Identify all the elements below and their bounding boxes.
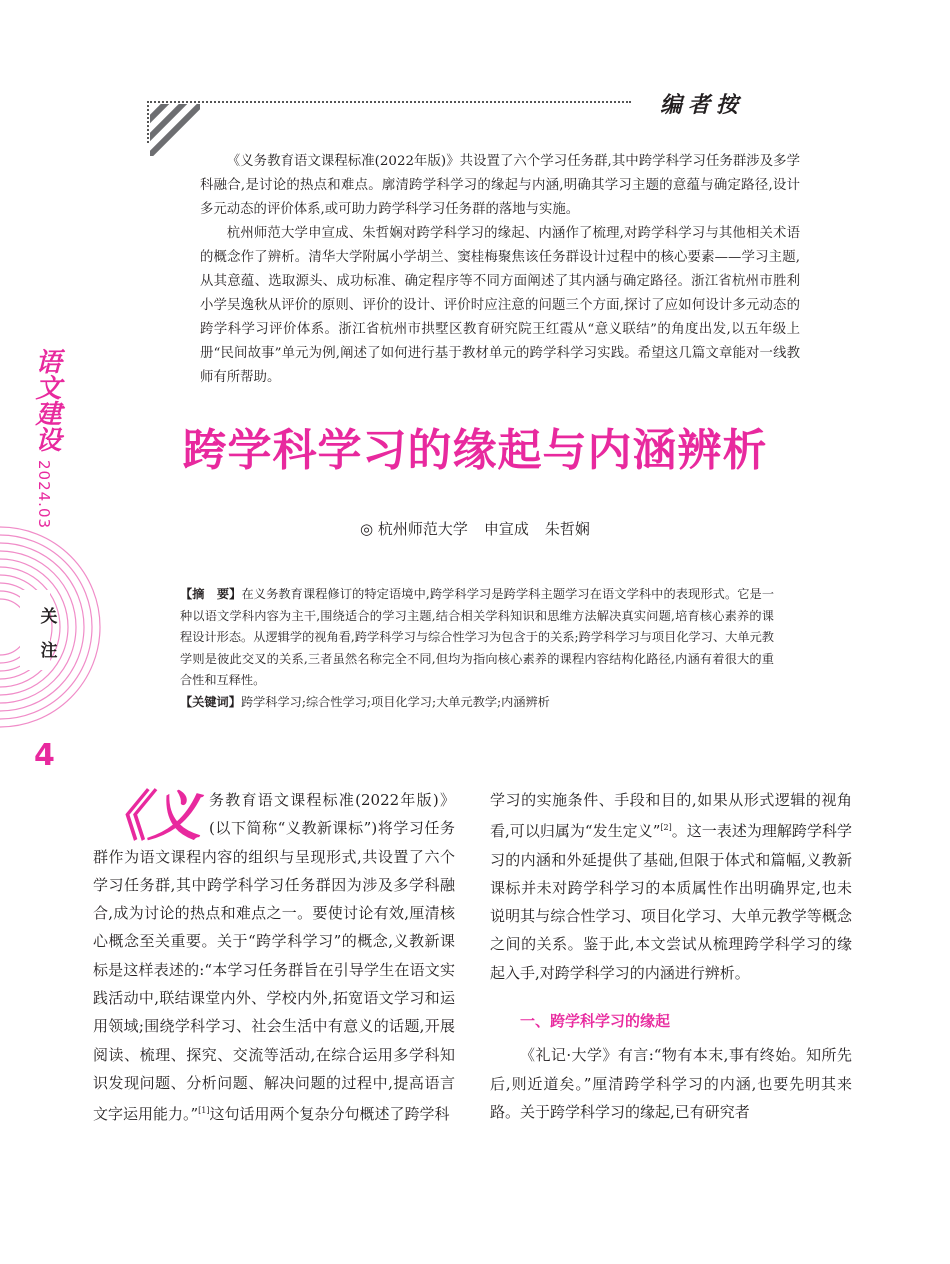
body-column-right <box>490 786 852 1126</box>
editor-note-title: 编者按 <box>660 92 745 118</box>
body-text-cont: 这句话用两个复杂分句概述了跨学科 <box>209 1105 450 1124</box>
journal-name: 语文建设 <box>31 348 61 452</box>
affiliation: ◎ 杭州师范大学 <box>360 520 468 538</box>
keywords-text: 跨学科学习;综合性学习;项目化学习;大单元教学;内涵辨析 <box>240 694 550 709</box>
dropcap: 《义 <box>93 784 201 848</box>
page-number: 4 <box>34 738 55 773</box>
keywords-label: 【关键词】 <box>180 694 241 709</box>
author-2: 朱哲娴 <box>544 520 590 538</box>
abstract-text: 在义务教育课程修订的特定语境中,跨学科学习是跨学科主题学习在语文学科中的表现形式。它是一种以语文学科内容为主干,围绕适合的学习主题,结合相关学科知识和思维方法解决真实问题,培育核心素养的课程设计形态。从逻辑学的视角看,跨学科学习与综合性学习为包含于的关系;跨学科学习与项目化学习、大单元教学则是彼此交叉的关系,三者虽然名称完全不同,但均为指向核心素养的课程内容结构化路径,内涵有着很大的重合性和互释性。 <box>180 587 775 687</box>
body-text-cont: 。这一表述为理解跨学科学习的内涵和外延提供了基础,但限于体式和篇幅,义教新课标并未对跨学科学习的本质属性作出明确界定,也未说明其与综合性学习、项目化学习、大单元教学等概念之间的关系。鉴于此,本文尝试从梳理跨学科学习的缘起入手,对跨学科学习的内涵进行辨析。 <box>490 822 852 982</box>
body-paragraph <box>93 786 455 1129</box>
article-title: 跨学科学习的缘起与内涵辨析 <box>182 425 768 476</box>
section-heading: 一、跨学科学习的缘起 <box>520 1012 671 1031</box>
author-1: 申宣成 <box>483 520 529 538</box>
body-paragraph <box>490 786 852 987</box>
editor-note-paragraph-2: 杭州师范大学申宣成、朱哲娴对跨学科学习的缘起、内涵作了梳理,对跨学科学习与其他相关术语的概念作了辨析。清华大学附属小学胡兰、窦桂梅聚焦该任务群设计过程中的核心要素——学习主题,从其意蕴、选取源头、成功标准、确定程序等不同方面阐述了其内涵与确定路径。浙江省杭州市胜利小学吴逸秋从评价的原则、评价的设计、评价时应注意的问题三个方面,探讨了应如何设计多元动态的跨学科学习评价体系。浙江省杭州市拱墅区教育研究院王红霞从“意义联结”的角度出发,以五年级上册“民间故事”单元为例,阐述了如何进行基于教材单元的跨学科学习实践。希望这几篇文章能对一线教师有所帮助。 <box>200 226 800 385</box>
editor-note-stripes <box>150 104 200 156</box>
body-text: 学习的实施条件、手段和目的,如果从形式逻辑的视角看,可以归属为“发生定义” <box>490 791 852 841</box>
body-text: 务教育语文课程标准(2022年版)》(以下简称“义教新课标”)将学习任务群作为语文课程内容的组织与呈现形式,共设置了六个学习任务群,其中跨学科学习任务群因为涉及多学科融合,成为讨论的热点和难点之一。要使讨论有效,厘清核心概念至关重要。关于“跨学科学习”的概念,义教新课标是这样表述的:“本学习任务群旨在引导学生在语文实践活动中,联结课堂内外、学校内外,拓宽语文学习和运用领域;围绕学科学习、社会生活中有意义的话题,开展阅读、梳理、探究、交流等活动,在综合运用多学科知识发现问题、分析问题、解决问题的过程中,提高语言文字运用能力。” <box>93 791 455 1124</box>
column-name: 关注 <box>40 607 58 661</box>
issue-number: 2024.03 <box>35 460 53 530</box>
reference-1: [1] <box>198 1106 210 1116</box>
reference-2: [2] <box>660 823 672 833</box>
abstract-block <box>180 584 774 713</box>
keywords-paragraph <box>180 692 774 714</box>
body-paragraph: 《礼记·大学》有言:“物有本末,事有终始。知所先后,则近道矣。”厘清跨学科学习的内涵,也要先明其来路。关于跨学科学习的缘起,已有研究者 <box>490 1046 852 1121</box>
body-column-left <box>93 786 455 1129</box>
editor-note-paragraph-1: 《义务教育语文课程标准(2022年版)》共设置了六个学习任务群,其中跨学科学习任务群涉及多学科融合,是讨论的热点和难点。廓清跨学科学习的缘起与内涵,明确其学习主题的意蕴与确定路径,设计多元动态的评价体系,或可助力跨学科学习任务群的落地与实施。 <box>200 154 800 217</box>
editor-note-frame <box>147 101 631 143</box>
abstract-label: 【摘 要】 <box>180 587 242 601</box>
editor-note-body <box>200 150 800 390</box>
abstract-paragraph <box>180 584 774 692</box>
author-line <box>0 518 950 539</box>
